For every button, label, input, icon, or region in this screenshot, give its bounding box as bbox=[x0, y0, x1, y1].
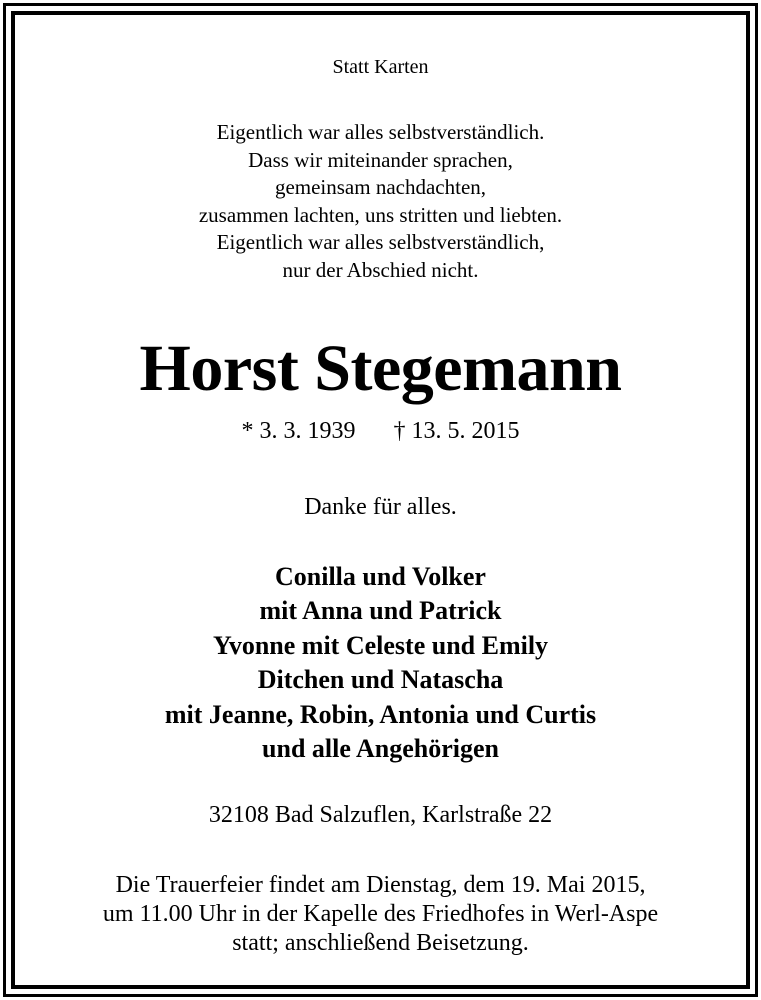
family-line: Yvonne mit Celeste und Emily bbox=[212, 630, 549, 660]
poem-line: Eigentlich war alles selbstverständlich. bbox=[216, 120, 545, 144]
service-line: um 11.00 Uhr in der Kapelle des Friedhofes in Werl-Aspe bbox=[102, 901, 659, 927]
birth-date: * 3. 3. 1939 bbox=[241, 418, 356, 444]
family-line: und alle Angehörigen bbox=[262, 734, 499, 764]
poem bbox=[15, 119, 746, 284]
poem-line: gemeinsam nachdachten, bbox=[274, 175, 487, 199]
header-label: Statt Karten bbox=[332, 56, 429, 78]
address-text: 32108 Bad Salzuflen, Karlstraße 22 bbox=[208, 802, 553, 828]
poem-line: nur der Abschied nicht. bbox=[282, 257, 479, 282]
family-line: Conilla und Volker bbox=[275, 562, 486, 591]
family-line: mit Anna und Patrick bbox=[259, 596, 502, 626]
family-line: Ditchen und Natascha bbox=[257, 665, 504, 695]
thanks-line bbox=[15, 491, 746, 523]
deceased-name bbox=[15, 331, 746, 407]
life-dates bbox=[15, 415, 746, 447]
funeral-service-info bbox=[15, 871, 746, 958]
header-statt-karten bbox=[15, 55, 746, 79]
family-line: mit Jeanne, Robin, Antonia und Curtis bbox=[164, 699, 597, 729]
poem-line: Eigentlich war alles selbstverständlich, bbox=[216, 230, 545, 254]
poem-line: zusammen lachten, uns stritten und liebten. bbox=[198, 202, 563, 227]
service-line: Die Trauerfeier findet am Dienstag, dem 19. Mai 2015, bbox=[115, 872, 646, 898]
obituary-notice bbox=[15, 15, 746, 985]
service-line: statt; anschließend Beisetzung. bbox=[232, 930, 529, 956]
family-address bbox=[15, 799, 746, 831]
family-list bbox=[15, 560, 746, 766]
deceased-name-text: Horst Stegemann bbox=[139, 332, 622, 405]
thanks-text: Danke für alles. bbox=[304, 494, 457, 520]
death-date: † 13. 5. 2015 bbox=[393, 418, 520, 444]
poem-line: Dass wir miteinander sprachen, bbox=[248, 147, 513, 172]
